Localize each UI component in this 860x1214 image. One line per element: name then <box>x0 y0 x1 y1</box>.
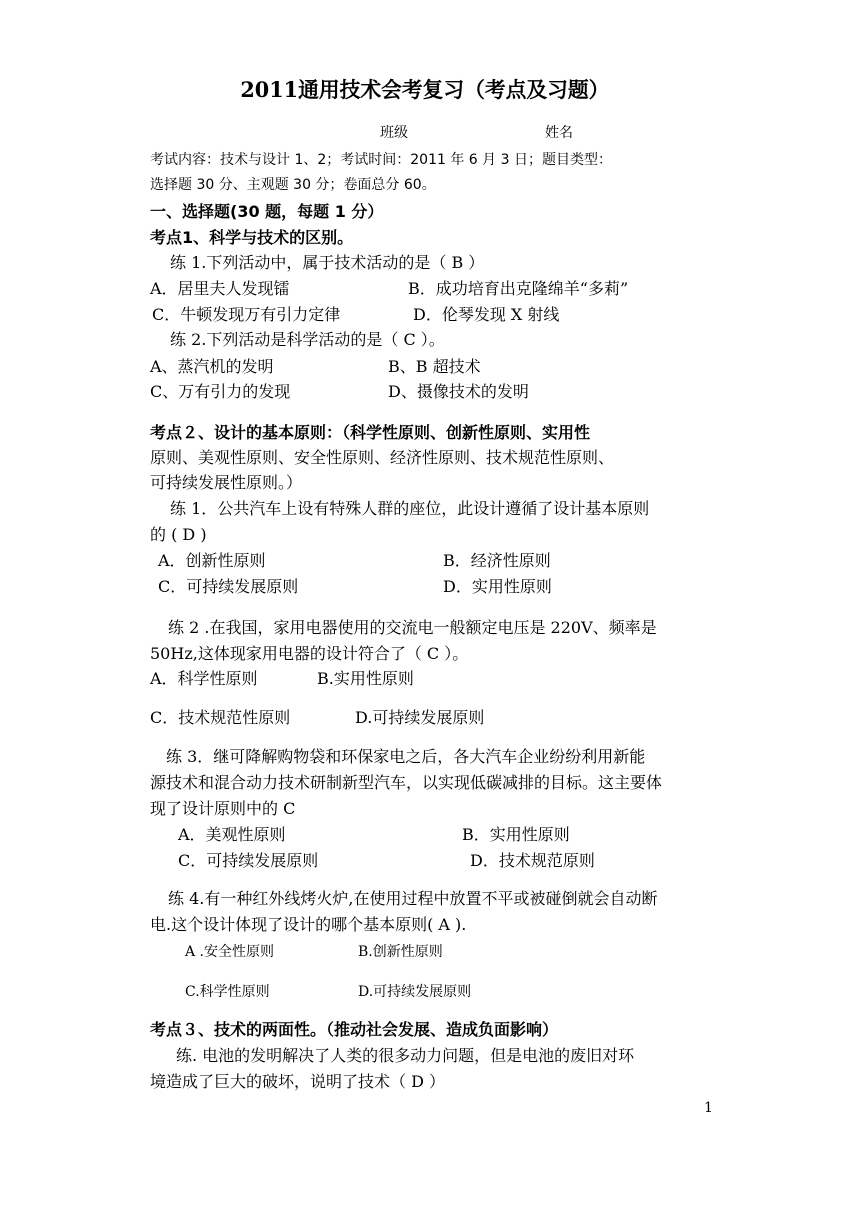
kp1-q1-stem: 练 1.下列活动中，属于技术活动的是（ B ） <box>170 253 485 272</box>
kp1-q2-option-a: A、蒸汽机的发明 <box>150 357 274 376</box>
kp1-q1-option-b: B．成功培育出克隆绵羊“多莉” <box>408 279 629 298</box>
class-label: 班级 <box>380 125 408 141</box>
kp2-q1-stem-line-2: 的 ( D ) <box>150 525 207 544</box>
kp1-q2-stem: 练 2.下列活动是科学活动的是（ C ）。 <box>170 330 445 349</box>
kp2-q4-option-d: D.可持续发展原则 <box>358 984 472 1000</box>
kp2-heading-line-3: 可持续发展性原则。） <box>150 473 303 492</box>
kp2-q2-stem-line-2: 50Hz,这体现家用电器的设计符合了（ C ）。 <box>150 644 469 663</box>
kp2-q3-option-d: D．技术规范原则 <box>470 851 595 870</box>
kp2-heading-line-1: 考点２、设计的基本原则：（科学性原则、创新性原则、实用性 <box>150 423 591 442</box>
kp3-q1-stem-line-1: 练. 电池的发明解决了人类的很多动力问题，但是电池的废旧对环 <box>176 1046 635 1065</box>
kp2-q2-option-a: A．科学性原则 <box>150 669 258 688</box>
kp2-q1-option-c: C．可持续发展原则 <box>158 577 299 596</box>
kp2-q3-stem-line-2: 源技术和混合动力技术研制新型汽车，以实现低碳减排的目标。这主要体 <box>150 773 663 792</box>
page-title: 2011通用技术会考复习（考点及习题） <box>240 77 610 102</box>
kp3-q1-stem-line-2: 境造成了巨大的破坏，说明了技术（ D ） <box>150 1072 446 1091</box>
exam-info-line-1: 考试内容：技术与设计 1、2；考试时间：2011 年 6 月 3 日；题目类型： <box>150 152 612 168</box>
kp2-q4-option-b: B.创新性原则 <box>358 944 443 960</box>
page-number: 1 <box>704 1100 713 1116</box>
kp2-q2-stem-line-1: 练 2 .在我国，家用电器使用的交流电一般额定电压是 220V、频率是 <box>168 618 657 637</box>
kp3-heading: 考点３、技术的两面性。（推动社会发展、造成负面影响） <box>150 1020 559 1039</box>
kp2-q1-option-b: B．经济性原则 <box>443 551 551 570</box>
kp1-q2-option-b: B、B 超技术 <box>388 357 481 376</box>
kp2-q4-stem-line-1: 练 4.有一种红外线烤火炉,在使用过程中放置不平或被碰倒就会自动断 <box>168 889 658 908</box>
kp2-q3-option-a: A．美观性原则 <box>178 825 286 844</box>
kp1-q2-option-c: C、万有引力的发现 <box>150 382 291 401</box>
kp1-q1-option-a: A．居里夫人发现镭 <box>150 279 290 298</box>
kp2-q3-stem-line-3: 现了设计原则中的 C <box>150 799 296 818</box>
kp1-q1-option-c: C．牛顿发现万有引力定律 <box>152 305 341 324</box>
kp2-heading-line-2: 原则、美观性原则、安全性原则、经济性原则、技术规范性原则、 <box>150 448 615 467</box>
kp1-q1-option-d: D．伦琴发现 X 射线 <box>413 305 560 324</box>
name-label: 姓名 <box>545 125 573 141</box>
kp2-q3-stem-line-1: 练 3．继可降解购物袋和环保家电之后，各大汽车企业纷纷利用新能 <box>166 747 646 766</box>
kp2-q2-option-d: D.可持续发展原则 <box>355 708 485 727</box>
exam-info-line-2: 选择题 30 分、主观题 30 分；卷面总分 60。 <box>150 177 436 193</box>
kp2-q1-stem-line-1: 练 1．公共汽车上设有特殊人群的座位，此设计遵循了设计基本原则 <box>170 499 650 518</box>
kp2-q2-option-c: C．技术规范性原则 <box>150 708 291 727</box>
kp2-q3-option-c: C．可持续发展原则 <box>178 851 319 870</box>
kp2-q1-option-d: D．实用性原则 <box>443 577 552 596</box>
kp2-q3-option-b: B．实用性原则 <box>462 825 570 844</box>
kp2-q4-stem-line-2: 电.这个设计体现了设计的哪个基本原则( A ). <box>150 915 467 934</box>
kp1-q2-option-d: D、摄像技术的发明 <box>388 382 529 401</box>
section-heading: 一、选择题(30 题，每题 1 分） <box>150 202 384 221</box>
kp2-q4-option-c: C.科学性原则 <box>185 984 270 1000</box>
kp2-q2-option-b: B.实用性原则 <box>317 669 414 688</box>
kp1-heading: 考点1、科学与技术的区别。 <box>150 228 354 247</box>
kp2-q4-option-a: A .安全性原则 <box>185 944 275 960</box>
kp2-q1-option-a: A．创新性原则 <box>158 551 266 570</box>
